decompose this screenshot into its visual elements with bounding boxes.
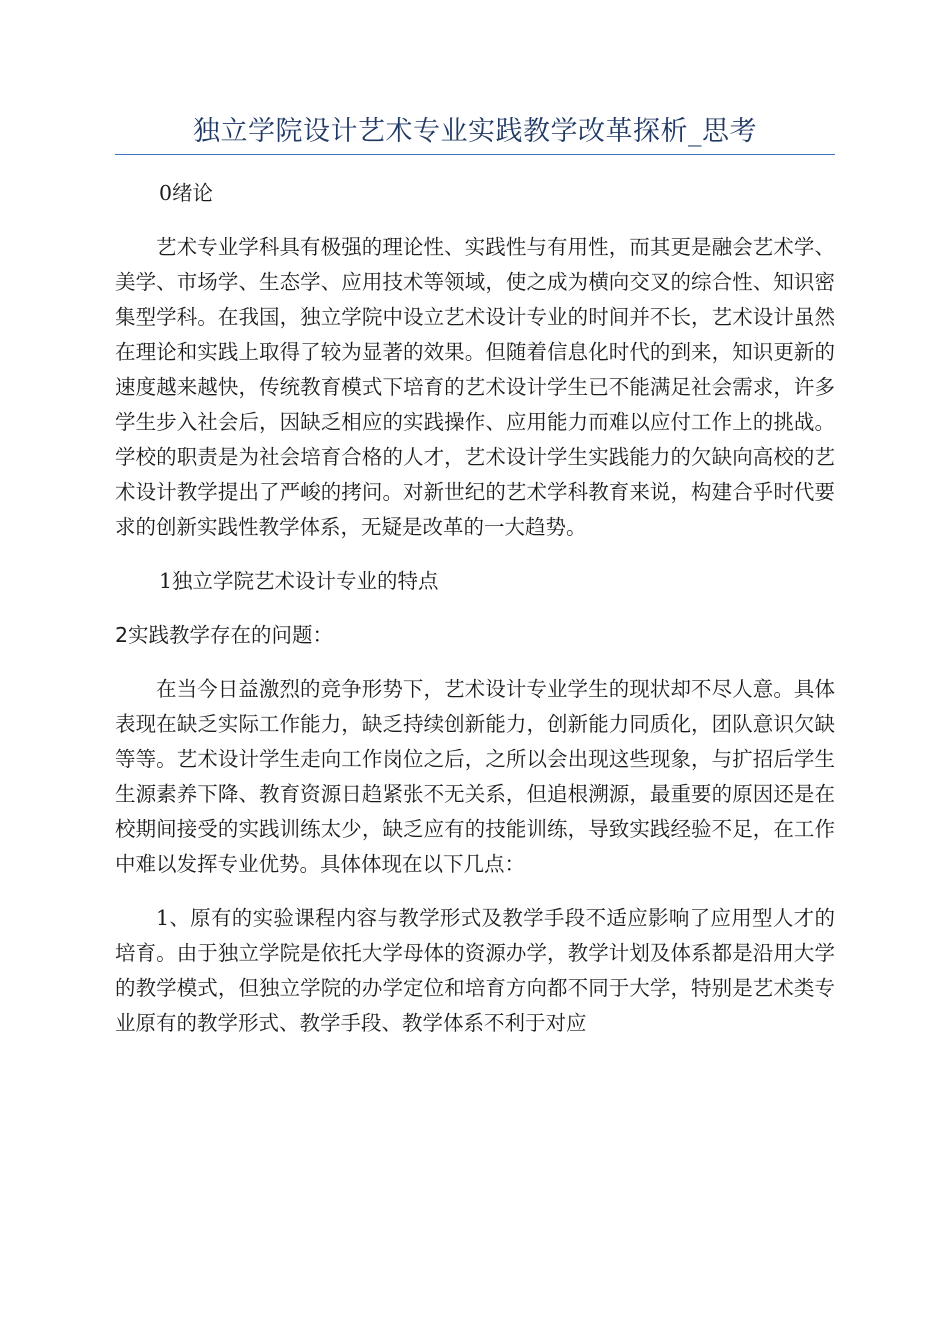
problems-paragraph: 在当今日益激烈的竞争形势下，艺术设计专业学生的现状却不尽人意。具体表现在缺乏实际工作能力，缺乏持续创新能力，创新能力同质化，团队意识欠缺等等。艺术设计学生走向工作岗位之后，之所以会出现这些现象，与扩招后学生生源素养下降、教育资源日趋紧张不无关系，但追根溯源，最重要的原因还是在校期间接受的实践训练太少，缺乏应有的技能训练，导致实践经验不足，在工作中难以发挥专业优势。具体体现在以下几点： bbox=[115, 677, 835, 876]
title-underline bbox=[115, 154, 835, 155]
document-title: 独立学院设计艺术专业实践教学改革探析_思考 bbox=[193, 116, 757, 147]
section-heading-intro: 0绪论 bbox=[159, 181, 214, 205]
section-heading-1: 1独立学院艺术设计专业的特点 bbox=[159, 569, 439, 593]
document-body bbox=[115, 176, 835, 1041]
section-heading-2-text: 实践教学存在的问题： bbox=[128, 623, 334, 647]
point-1-paragraph: 1、原有的实验课程内容与教学形式及教学手段不适应影响了应用型人才的培育。由于独立学院是依托大学母体的资源办学，教学计划及体系都是沿用大学的教学模式，但独立学院的办学定位和培育方向都不同于大学，特别是艺术类专业原有的教学形式、教学手段、教学体系不利于对应 bbox=[115, 906, 835, 1035]
intro-paragraph: 艺术专业学科具有极强的理论性、实践性与有用性，而其更是融会艺术学、美学、市场学、生态学、应用技术等领域，使之成为横向交叉的综合性、知识密集型学科。在我国，独立学院中设立艺术设计专业的时间并不长，艺术设计虽然在理论和实践上取得了较为显著的效果。但随着信息化时代的到来，知识更新的速度越来越快，传统教育模式下培育的艺术设计学生已不能满足社会需求，许多学生步入社会后，因缺乏相应的实践操作、应用能力而难以应付工作上的挑战。学校的职责是为社会培育合格的人才，艺术设计学生实践能力的欠缺向高校的艺术设计教学提出了严峻的拷问。对新世纪的艺术学科教育来说，构建合乎时代要求的创新实践性教学体系，无疑是改革的一大趋势。 bbox=[115, 235, 835, 539]
section-heading-2-number: 2 bbox=[115, 623, 129, 647]
section-heading-2 bbox=[115, 618, 835, 653]
